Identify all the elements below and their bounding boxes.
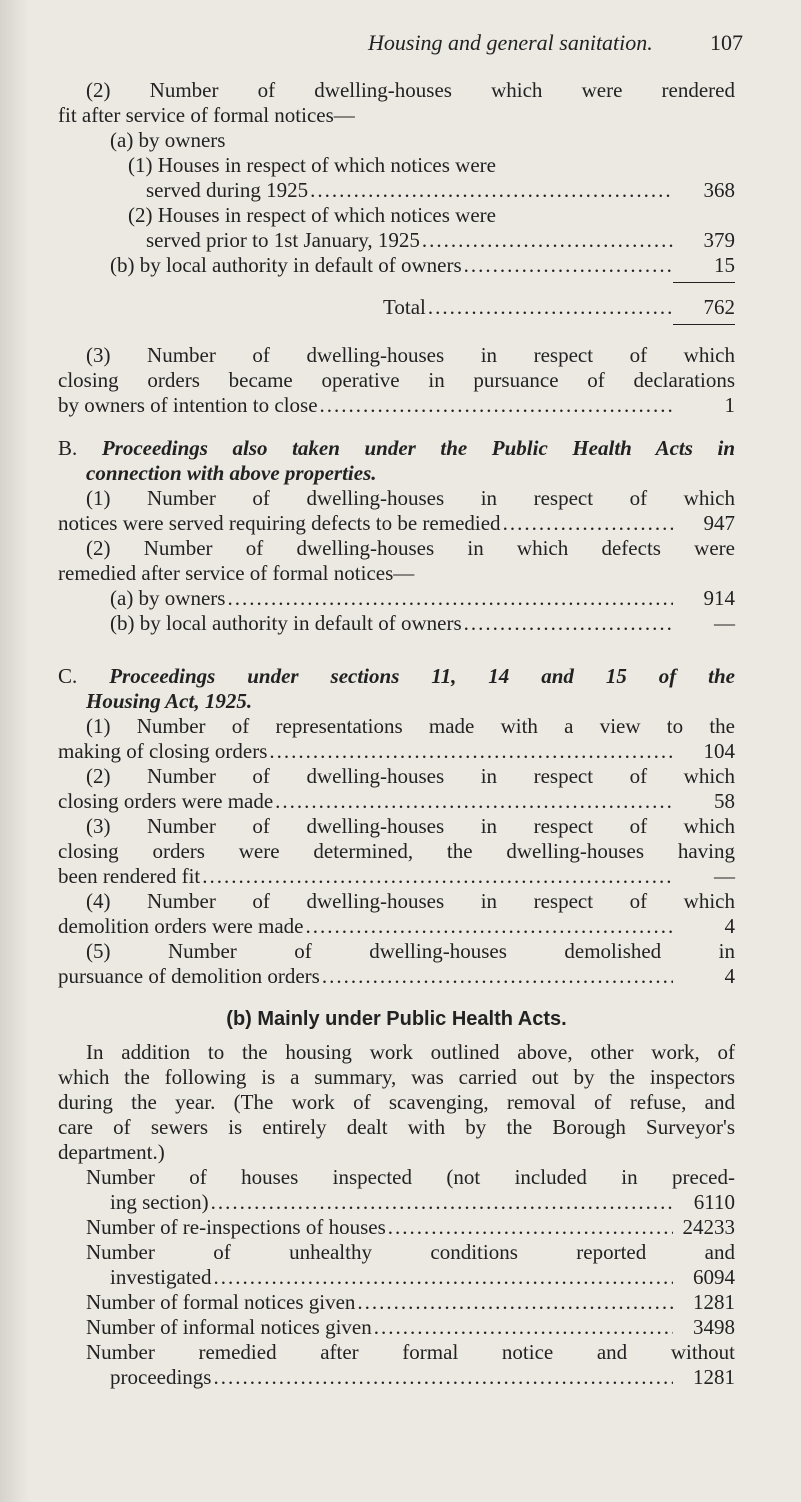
text-line: remedied after service of formal notices— [58, 561, 415, 585]
row-value: 58 [714, 789, 735, 813]
page-header [368, 30, 743, 56]
text-line: (1) Houses in respect of which notices were [128, 153, 496, 177]
row-value: — [714, 611, 735, 635]
table-row: (b) by local authority in default of owners ..... 15 [58, 253, 735, 278]
dot-leader [225, 586, 673, 611]
row-value: 1281 [693, 1290, 735, 1314]
total-row: Total ..... 762 [58, 295, 735, 320]
text-line: (2) Number of dwelling-houses which were rendered [86, 78, 735, 102]
text-line: (2) Number of dwelling-houses in respect of which [86, 764, 735, 788]
row-value: 1 [724, 393, 735, 417]
table-row: investigated ..... 6094 [58, 1265, 735, 1290]
inspection-summary-list [58, 1165, 735, 1390]
table-row: served prior to 1st January, 1925 ..... 379 [58, 228, 735, 253]
text-line: (4) Number of dwelling-houses in respect of which [86, 889, 735, 913]
dot-leader [211, 1265, 673, 1290]
section-title: Proceedings also taken under the Public Health Acts in [101, 436, 736, 460]
dot-leader [320, 964, 673, 989]
dot-leader [308, 178, 673, 203]
text-line: which the following is a summary, was carried out by the inspectors [58, 1065, 735, 1089]
closing-orders-item [58, 343, 735, 418]
dot-leader [209, 1190, 673, 1215]
text-line: department.) [58, 1140, 165, 1164]
dot-leader [420, 228, 673, 253]
dot-leader [273, 789, 673, 814]
table-row: (b) by local authority in default of owners ..... — [58, 611, 735, 636]
row-value: 4 [724, 914, 735, 938]
text-line: Number of unhealthy conditions reported and [86, 1240, 735, 1264]
table-row: pursuance of demolition orders ..... 4 [58, 964, 735, 989]
text-line: closing orders became operative in pursuance of declarations [58, 368, 735, 392]
page-number: 107 [710, 30, 743, 55]
table-row: been rendered fit ..... — [58, 864, 735, 889]
table-row: closing orders were made ..... 58 [58, 789, 735, 814]
page-body [58, 78, 735, 1390]
section-c-heading [58, 664, 735, 689]
text-line: In addition to the housing work outlined above, other work, of [86, 1040, 735, 1064]
text-line: (5) Number of dwelling-houses demolished in [86, 939, 735, 963]
section-c [58, 664, 735, 989]
row-value: 6094 [693, 1265, 735, 1289]
text-line: (2) Number of dwelling-houses in which defects were [86, 536, 735, 560]
row-value: 368 [703, 178, 735, 202]
text-line: (1) Number of representations made with a view to the [86, 714, 735, 738]
dot-leader [462, 253, 673, 278]
table-row: Number of re-inspections of houses ..... 24233 [58, 1215, 735, 1240]
section-b-heading-cont: connection with above properties. [86, 461, 377, 485]
text-line: closing orders were determined, the dwelling-houses having [58, 839, 735, 863]
dot-leader [267, 739, 673, 764]
summary-paragraph [58, 1040, 735, 1165]
subsection-heading: (b) Mainly under Public Health Acts. [226, 1008, 567, 1030]
row-value: 3498 [693, 1315, 735, 1339]
text-line: Number of houses inspected (not included in preced- [86, 1165, 735, 1189]
table-row: Number of formal notices given ..... 1281 [58, 1290, 735, 1315]
row-value: 4 [724, 964, 735, 988]
sum-rule [673, 324, 735, 325]
dot-leader [386, 1215, 673, 1240]
running-title: Housing and general sanitation. [368, 30, 653, 55]
dot-leader [355, 1290, 673, 1315]
table-row: making of closing orders ..... 104 [58, 739, 735, 764]
dot-leader [200, 864, 673, 889]
section-b-heading [58, 436, 735, 461]
text-line: (2) Houses in respect of which notices were [128, 203, 496, 227]
dwelling-houses-rendered-fit-item [58, 78, 735, 325]
sum-rule [673, 282, 735, 283]
dot-leader [462, 611, 673, 636]
table-row: Number of informal notices given ..... 3498 [58, 1315, 735, 1340]
text-line: care of sewers is entirely dealt with by the Borough Surveyor's [58, 1115, 735, 1139]
text-line: during the year. (The work of scavenging, removal of refuse, and [58, 1090, 735, 1114]
text-line: (3) Number of dwelling-houses in respect of which [86, 814, 735, 838]
table-row: proceedings ..... 1281 [58, 1365, 735, 1390]
table-row: by owners of intention to close ..... 1 [58, 393, 735, 418]
dot-leader [372, 1315, 673, 1340]
text-line: (a) by owners [110, 128, 226, 152]
text-line: fit after service of formal notices— [58, 103, 355, 127]
section-letter: B. [58, 436, 78, 460]
row-value: 947 [703, 511, 735, 535]
dot-leader [501, 511, 673, 536]
row-value: 379 [703, 228, 735, 252]
dot-leader [426, 295, 673, 320]
binding-gutter [0, 0, 30, 1502]
row-value: — [714, 864, 735, 888]
dot-leader [304, 914, 674, 939]
table-row: served during 1925 ..... 368 [58, 178, 735, 203]
row-value: 15 [714, 253, 735, 277]
text-line: (1) Number of dwelling-houses in respect of which [86, 486, 735, 510]
section-c-heading-cont: Housing Act, 1925. [86, 689, 253, 713]
section-title: Proceedings under sections 11, 14 and 15 of the [109, 664, 735, 688]
dot-leader [211, 1365, 673, 1390]
row-value: 6110 [693, 1190, 735, 1214]
text-line: Number remedied after formal notice and without [86, 1340, 735, 1364]
section-letter: C. [58, 664, 78, 688]
table-row: demolition orders were made ..... 4 [58, 914, 735, 939]
row-value: 104 [703, 739, 735, 763]
table-row: notices were served requiring defects to be remedied ..... 947 [58, 511, 735, 536]
text-line: (3) Number of dwelling-houses in respect of which [86, 343, 735, 367]
section-b [58, 436, 735, 636]
table-row: (a) by owners ..... 914 [58, 586, 735, 611]
dot-leader [318, 393, 673, 418]
table-row: ing section) ..... 6110 [58, 1190, 735, 1215]
row-value: 24233 [682, 1215, 735, 1239]
row-value: 1281 [693, 1365, 735, 1389]
total-value: 762 [703, 295, 735, 319]
row-value: 914 [703, 586, 735, 610]
